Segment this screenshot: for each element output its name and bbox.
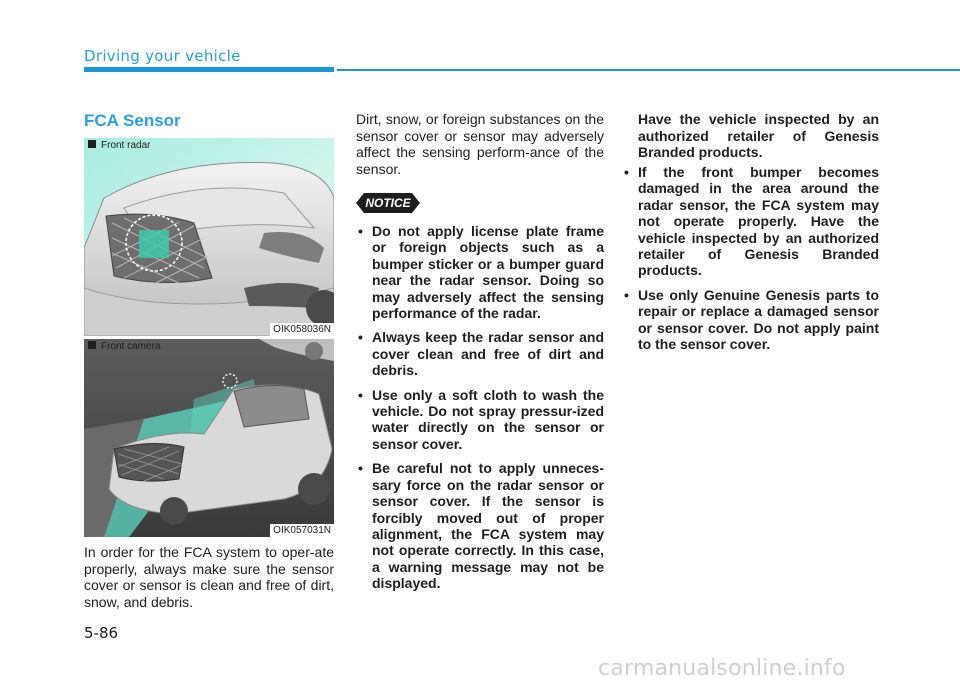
square-bullet-icon bbox=[88, 341, 96, 349]
list-item: • If the front bumper becomes damaged in the area around the radar sensor, the FCA system may not operate properly. Have the vehicle inspected by an authorized retailer of Genesis Branded products. bbox=[622, 164, 879, 279]
figure-code-front-camera: OIK057031N bbox=[270, 524, 334, 537]
figure-label-front-radar: Front radar bbox=[88, 140, 150, 151]
header-title: Driving your vehicle bbox=[84, 47, 241, 65]
square-bullet-icon bbox=[88, 140, 96, 148]
header-rule-thick bbox=[84, 67, 334, 72]
front-radar-illustration bbox=[84, 138, 334, 336]
middle-paragraph: Dirt, snow, or foreign substances on the sensor cover or sensor may adversely affect the sensing perform-ance of the sensor. bbox=[356, 111, 604, 177]
page-number: 5-86 bbox=[84, 624, 119, 642]
header-rule-thin bbox=[337, 69, 960, 71]
list-item: • Use only Genuine Genesis parts to repair or replace a damaged sensor or sensor cover. Do not apply paint to the sensor cover. bbox=[622, 287, 879, 353]
figure-front-camera bbox=[84, 339, 334, 537]
list-item: • Be careful not to apply unneces-sary force on the radar sensor or sensor cover. If the sensor is forcibly moved out of proper alignment, the FCA system may not operate correctly. In this case, a warning message may not be displayed. bbox=[356, 460, 604, 591]
notice-label: NOTICE bbox=[365, 196, 411, 210]
right-continuation: Have the vehicle inspected by an authorized retailer of Genesis Branded products. bbox=[638, 111, 879, 161]
section-title: FCA Sensor bbox=[84, 111, 181, 130]
front-camera-illustration bbox=[84, 339, 334, 537]
list-item: • Always keep the radar sensor and cover clean and free of dirt and debris. bbox=[356, 329, 604, 378]
right-bullet-list bbox=[622, 164, 879, 360]
list-item: • Do not apply license plate frame or foreign objects such as a bumper sticker or a bumper guard near the radar sensor. Doing so may adversely affect the sensing performance of the radar. bbox=[356, 223, 604, 321]
figure-code-front-radar: OIK058036N bbox=[270, 323, 334, 336]
watermark: carmanualsonline.info bbox=[598, 656, 846, 681]
list-item: • Use only a soft cloth to wash the vehicle. Do not spray pressur-ized water directly on the sensor or sensor cover. bbox=[356, 387, 604, 453]
figure-front-radar bbox=[84, 138, 334, 336]
middle-bullet-list bbox=[356, 223, 604, 600]
figure-label-front-camera: Front camera bbox=[88, 341, 160, 352]
left-paragraph: In order for the FCA system to oper-ate properly, always make sure the sensor cover or sensor is clean and free of dirt, snow, and debris. bbox=[84, 544, 334, 610]
notice-badge bbox=[356, 193, 420, 213]
